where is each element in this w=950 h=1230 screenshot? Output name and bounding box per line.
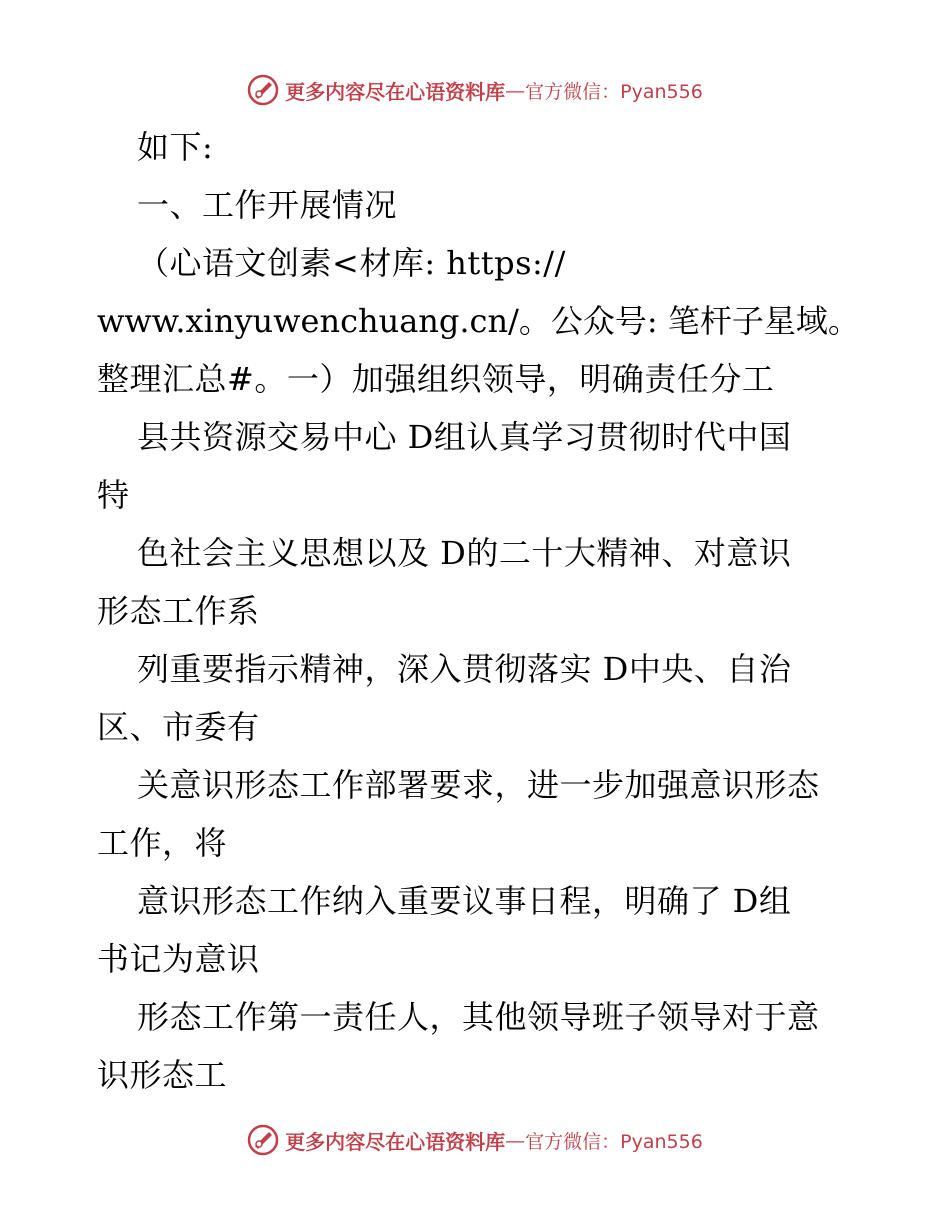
text-line: 识形态工 xyxy=(97,1056,228,1094)
text-line: 县共资源交易中心 D组认真学习贯彻时代中国 xyxy=(137,418,792,456)
banner-title: 更多内容尽在心语资料库 xyxy=(285,1129,506,1154)
text-line: 如下: xyxy=(137,128,214,166)
banner-separator: — xyxy=(505,1128,526,1152)
text-line: 区、市委有 xyxy=(97,708,260,746)
banner-title: 更多内容尽在心语资料库 xyxy=(285,79,506,104)
document-body xyxy=(97,118,877,1104)
text-line: 形态工作系 xyxy=(97,592,260,630)
logo-icon xyxy=(247,74,279,106)
text-line: 工作，将 xyxy=(97,824,228,862)
text-line: 列重要指示精神，深入贯彻落实 D中央、自治 xyxy=(137,650,792,688)
banner-separator: — xyxy=(505,78,526,102)
text-line: www.xinyuwenchuang.cn/。公众号: 笔杆子星域。 xyxy=(97,302,860,340)
banner-wechat: 官方微信：Pyan556 xyxy=(525,80,703,103)
text-line: 整理汇总#。一）加强组织领导，明确责任分工 xyxy=(97,360,775,398)
text-line: 意识形态工作纳入重要议事日程，明确了 D组 xyxy=(137,882,792,920)
header-banner xyxy=(0,70,950,110)
section-heading: 一、工作开展情况 xyxy=(137,186,398,224)
text-line: 特 xyxy=(97,476,130,514)
text-line: 关意识形态工作部署要求，进一步加强意识形态 xyxy=(137,766,820,804)
text-line: 色社会主义思想以及 D的二十大精神、对意识 xyxy=(137,534,792,572)
footer-banner xyxy=(0,1120,950,1160)
logo-icon xyxy=(247,1124,279,1156)
text-line: （心语文创素<材库: https:// xyxy=(137,244,566,282)
text-line: 书记为意识 xyxy=(97,940,260,978)
text-line: 形态工作第一责任人，其他领导班子领导对于意 xyxy=(137,998,820,1036)
banner-wechat: 官方微信：Pyan556 xyxy=(525,1130,703,1153)
